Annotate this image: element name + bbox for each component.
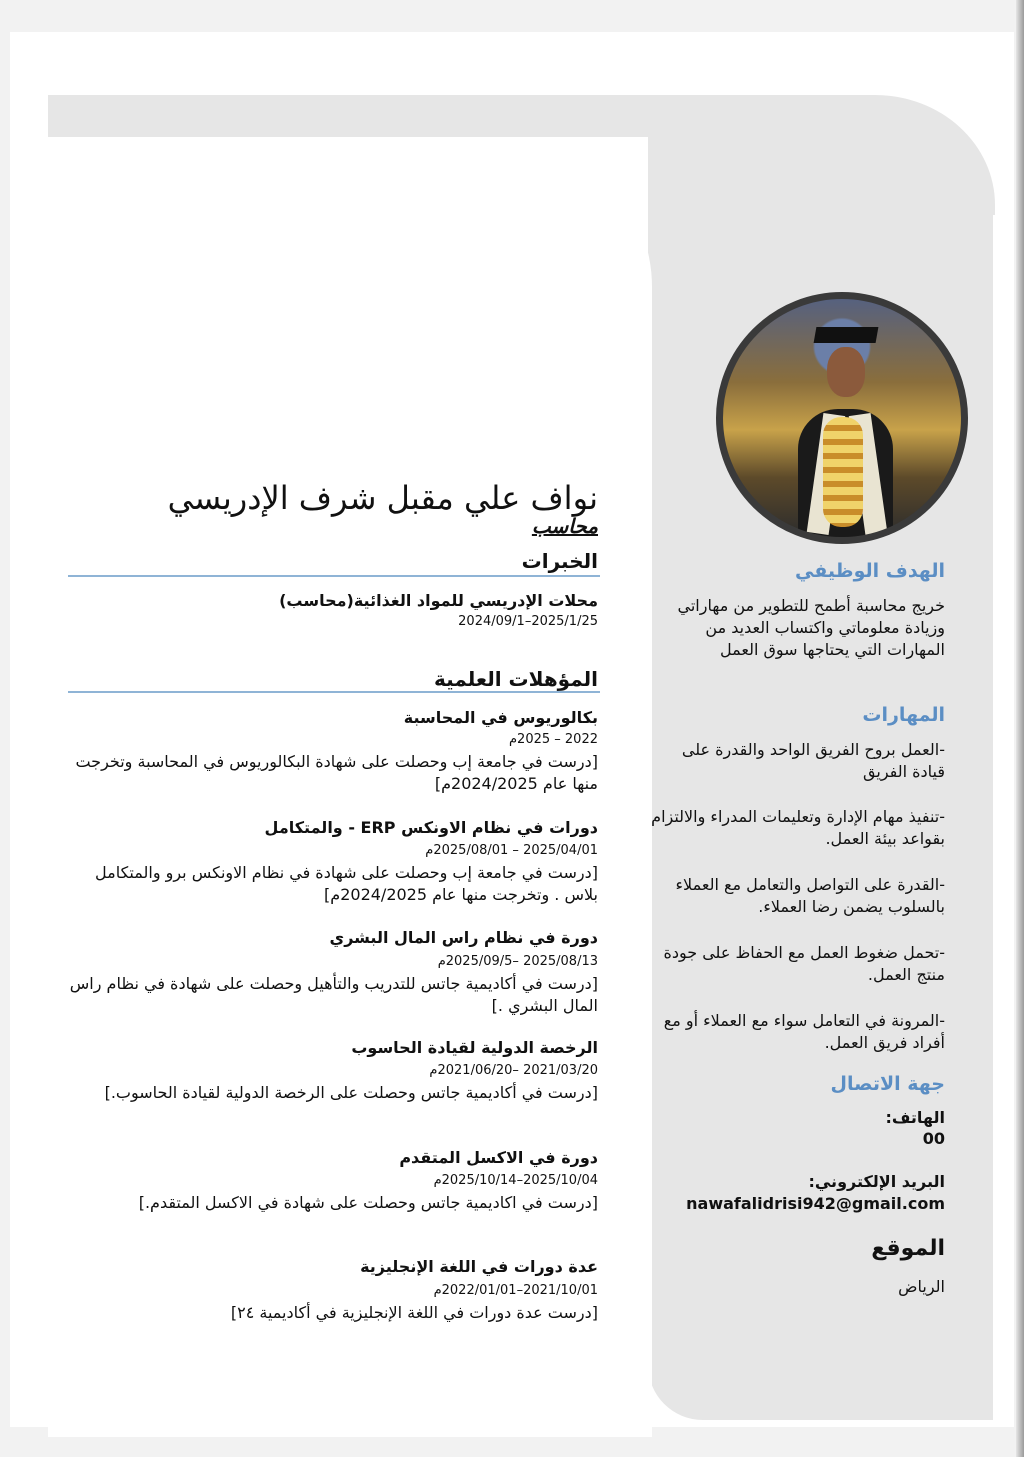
qualification-description: [درست عدة دورات في اللغة الإنجليزية في أكاديمية ٢٤] [230, 1303, 598, 1322]
objective-text: خريج محاسبة أطمح للتطوير من مهاراتي وزيادة معلوماتي واكتساب العديد من المهارات التي يحتاجها سوق العمل [677, 596, 945, 659]
qualification-title: بكالوريوس في المحاسبة [403, 708, 598, 727]
qualification-title: الرخصة الدولية لقيادة الحاسوب [351, 1038, 598, 1057]
photo-graduation-cap [814, 327, 879, 343]
experience-heading: الخبرات [521, 549, 598, 573]
experience-item-date: 2025/1/25–2024/09/1 [458, 614, 598, 629]
full-name: نواف علي مقبل شرف الإدريسي [167, 479, 598, 517]
qualifications-divider [68, 691, 600, 693]
qualification-title: دورة في نظام راس المال البشري [329, 928, 598, 947]
qualification-date: 2022 – 2025م [508, 732, 598, 747]
qualification-date: 2025/10/04–2025/10/14م [433, 1173, 598, 1188]
qualification-date: 2021/03/20 –2021/06/20م [429, 1063, 598, 1078]
qualification-description: [درست في جامعة إب وحصلت على شهادة البكالوريوس في المحاسبة وتخرجت منها عام 2024/2025م] [75, 752, 598, 793]
skill-item: -القدرة على التواصل والتعامل مع العملاء بالسلوب يضمن رضا العملاء. [675, 875, 945, 916]
skill-item: -تنفيذ مهام الإدارة وتعليمات المدراء والالتزام بقواعد بيئة العمل. [651, 807, 945, 848]
photo-face [827, 347, 865, 397]
qualification-title: دورة في الاكسل المتقدم [399, 1148, 598, 1167]
qualifications-heading: المؤهلات العلمية [434, 667, 598, 691]
skill-item: -العمل بروح الفريق الواحد والقدرة على قيادة الفريق [681, 740, 945, 781]
skill-item: -المرونة في التعامل سواء مع العملاء أو مع أفراد فريق العمل. [663, 1011, 945, 1052]
experience-divider [68, 575, 600, 577]
email-value[interactable]: nawafalidrisi942@gmail.com [686, 1194, 945, 1213]
qualification-title: دورات في نظام الاونكس ERP - والمتكامل [264, 818, 598, 837]
page-edge-shadow [1016, 0, 1024, 1457]
job-title: محاسب [531, 514, 598, 538]
skill-item: -تحمل ضغوط العمل مع الحفاظ على جودة منتج العمل. [663, 943, 945, 984]
qualification-date: 2025/08/13 –2025/09/5م [437, 954, 598, 969]
qualification-title: عدة دورات في اللغة الإنجليزية [360, 1257, 598, 1276]
photo-garland [823, 417, 863, 527]
email-label: البريد الإلكتروني: [808, 1172, 945, 1191]
location-heading: الموقع [871, 1236, 945, 1261]
qualification-description: [درست في أكاديمية جاتس للتدريب والتأهيل وحصلت على شهادة في نظام راس المال البشري .] [69, 974, 598, 1015]
profile-photo [716, 292, 968, 544]
phone-value: 00 [922, 1129, 945, 1148]
qualification-description: [درست في أكاديمية جاتس وحصلت على الرخصة الدولية لقيادة الحاسوب.] [104, 1083, 598, 1102]
experience-item-title: محلات الإدريسي للمواد الغذائية(محاسب) [279, 591, 598, 610]
location-value: الرياض [898, 1277, 945, 1296]
phone-label: الهاتف: [885, 1108, 945, 1127]
qualification-date: 2025/04/01 – 2025/08/01م [425, 843, 598, 858]
objective-heading: الهدف الوظيفي [795, 560, 945, 582]
qualification-date: 2021/10/01–2022/01/01م [433, 1283, 598, 1298]
skills-heading: المهارات [862, 704, 945, 726]
qualification-description: [درست في جامعة إب وحصلت على شهادة في نظام الاونكس برو والمتكامل بلاس . وتخرجت منها عام 2024/2025م] [95, 863, 598, 904]
qualification-description: [درست في اكاديمية جاتس وحصلت على شهادة في الاكسل المتقدم.] [138, 1193, 598, 1212]
contact-heading: جهة الاتصال [830, 1073, 945, 1095]
